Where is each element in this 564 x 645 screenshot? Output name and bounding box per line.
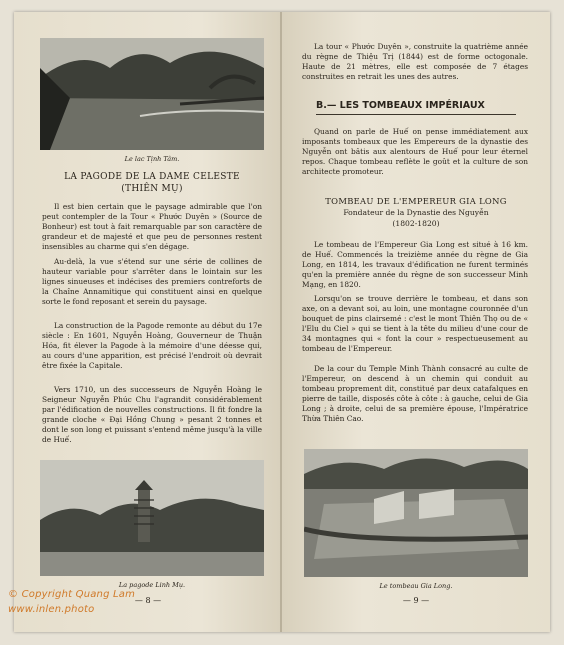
- pagoda-title: LA PAGODE DE LA DAME CELESTE: [64, 172, 240, 182]
- lake-photo-image: [40, 38, 264, 150]
- left-page: [14, 12, 282, 632]
- copyright-watermark: © Copyright Quang Lam: [8, 589, 136, 600]
- website-watermark: www.inlen.photo: [8, 604, 95, 615]
- left-paragraph-2: Au-delà, la vue s'étend sur une série de collines de hauteur variable pour s'arrêter dans le lointain sur les lignes sinueuses et indécises des premiers contreforts de la Chaîne Annamitique qui constituent ainsi en quelque sorte le fond reposant et serein du paysage.: [42, 257, 262, 307]
- lake-photo-caption: Le lac Tịnh Tâm.: [124, 155, 180, 163]
- section-title-tombs: B.— LES TOMBEAUX IMPÉRIAUX: [316, 100, 485, 111]
- tomb-subtitle: Fondateur de la Dynastie des Nguyễn: [343, 208, 489, 217]
- right-page: [282, 12, 550, 632]
- tomb-dates: (1802-1820): [392, 219, 440, 228]
- left-paragraph-3: La construction de la Pagode remonte au début du 17e siècle : En 1601, Nguyễn Hoàng, Gouverneur de Thuận Hóa, fit élever la Pagode à la mémoire d'une déesse qui, au cours d'une apparition, est précisé l'endroit où devrait être fixée la Capitale.: [42, 321, 262, 371]
- pagoda-photo-caption: La pagode Linh Mụ.: [118, 581, 186, 589]
- tomb-title: TOMBEAU DE L'EMPEREUR GIA LONG: [325, 196, 507, 206]
- tomb-photo: [304, 449, 528, 577]
- left-paragraph-4: Vers 1710, un des successeurs de Nguyễn Hoàng le Seigneur Nguyễn Phúc Chu l'agrandit considérablement par l'édification de nouvelles constructions. Il fit fondre la grande cloche « Đại Hồng Chung » pesant 2 tonnes et dont le son long et puissant s'entend même jusqu'à la ville de Huế.: [42, 385, 262, 445]
- lake-photo: [40, 38, 264, 150]
- pagoda-subtitle: (THIÊN MỤ): [121, 184, 183, 194]
- page-number-8: — 8 —: [134, 596, 162, 605]
- tomb-photo-image: [304, 449, 528, 577]
- right-paragraph-2: Lorsqu'on se trouve derrière le tombeau, et dans son axe, on a devant soi, au loin, une montagne couronnée d'un bouquet de pins clairsemé : c'est le mont Thiên Thọ ou de « l'Elu du Ciel » qui se tient à la tête du milieu d'une cour de 34 montagnes qui « font la cour » respectueusement au tombeau de l'Empereur.: [302, 294, 528, 354]
- right-paragraph-1: Le tombeau de l'Empereur Gia Long est situé à 16 km. de Huế. Commencés la treizième année du règne de Gia Long, en 1814, les travaux d'édification ne furent terminés qu'en la première année du règne de son successeur Minh Mạng, en 1820.: [302, 240, 528, 290]
- left-paragraph-1: Il est bien certain que le paysage admirable que l'on peut contempler de la Tour « Phước Duyên » (Source de Bonheur) est tout à fait remarquable par son caractère de grandeur et de majesté et que peu de personnes restent insensibles au charme qui s'en dégage.: [42, 202, 262, 252]
- tower-paragraph: La tour « Phước Duyên », construite la quatrième année du règne de Thiệu Trị (1844) est de forme octogonale. Haute de 21 mètres, elle est composée de 7 étages construites en retrait les unes des autres.: [302, 42, 528, 82]
- section-underline: [316, 114, 516, 115]
- pagoda-photo: [40, 460, 264, 576]
- pagoda-photo-image: [40, 460, 264, 576]
- page-number-9: — 9 —: [402, 596, 430, 605]
- open-booklet: [14, 12, 550, 632]
- right-paragraph-3: De la cour du Temple Minh Thành consacré au culte de l'Empereur, on descend à un chemin qui conduit au tombeau proprement dit, constitué par deux catafalques en pierre de taille, disposés côte à côte : à gauche, celui de Gia Long ; à droite, celui de sa première épouse, l'Impératrice Thừa Thiên Cao.: [302, 364, 528, 424]
- tomb-photo-caption: Le tombeau Gia Long.: [379, 582, 453, 590]
- tombs-intro-paragraph: Quand on parle de Huế on pense immédiatement aux imposants tombeaux que les Empereurs de la dynastie des Nguyễn ont bâtis aux alentours de Huế pour leur éternel repos. Chaque tombeau reflète le goût et la culture de son architecte promoteur.: [302, 127, 528, 177]
